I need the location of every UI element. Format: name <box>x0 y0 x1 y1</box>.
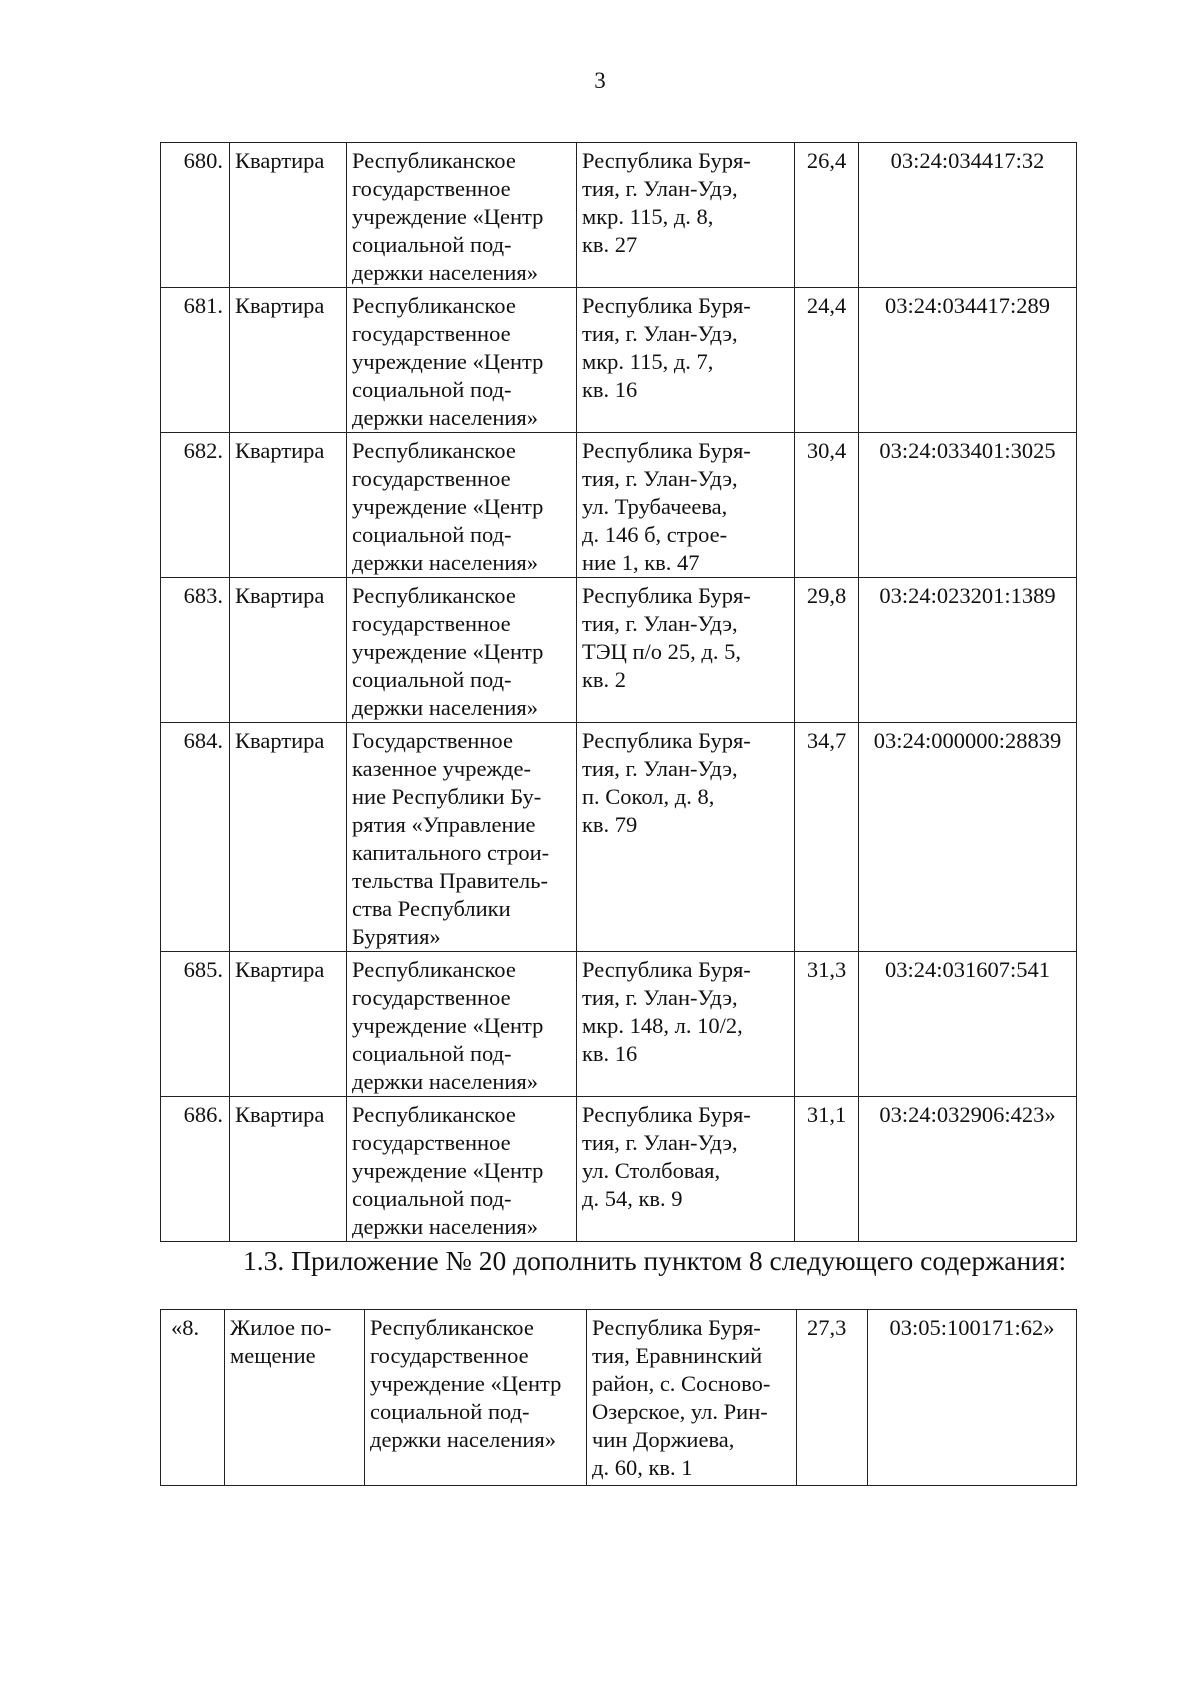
object-type: Квартира <box>230 723 347 952</box>
row-number: «8. <box>161 1310 225 1486</box>
area: 26,4 <box>795 143 859 288</box>
area: 27,3 <box>797 1310 868 1486</box>
address: Республика Буря- тия, Еравнинский район, с. Сосново- Озерское, ул. Рин- чин Доржиева, д. 60, кв. 1 <box>587 1310 797 1486</box>
address: Республика Буря- тия, г. Улан-Удэ, мкр. 115, д. 7, кв. 16 <box>577 288 795 433</box>
page-number: 3 <box>594 68 606 93</box>
table-row <box>161 723 1077 952</box>
area: 30,4 <box>795 433 859 578</box>
area: 31,1 <box>795 1097 859 1242</box>
cadastral-number: 03:24:034417:32 <box>859 143 1077 288</box>
address: Республика Буря- тия, г. Улан-Удэ, мкр. 148, л. 10/2, кв. 16 <box>577 952 795 1097</box>
address: Республика Буря- тия, г. Улан-Удэ, мкр. 115, д. 8, кв. 27 <box>577 143 795 288</box>
cadastral-number: 03:24:034417:289 <box>859 288 1077 433</box>
address: Республика Буря- тия, г. Улан-Удэ, ТЭЦ п/о 25, д. 5, кв. 2 <box>577 578 795 723</box>
holder: Республиканское государственное учреждение «Центр социальной под- держки населения» <box>347 952 577 1097</box>
cadastral-number: 03:24:000000:28839 <box>859 723 1077 952</box>
table-row <box>161 952 1077 1097</box>
area: 29,8 <box>795 578 859 723</box>
row-number: 680. <box>161 143 230 288</box>
area: 31,3 <box>795 952 859 1097</box>
holder: Государственное казенное учрежде- ние Республики Бу- рятия «Управление капитального строи- тельства Правитель- ства Республики Бурятия» <box>347 723 577 952</box>
holder: Республиканское государственное учреждение «Центр социальной под- держки населения» <box>347 578 577 723</box>
row-number: 682. <box>161 433 230 578</box>
holder: Республиканское государственное учреждение «Центр социальной под- держки населения» <box>365 1310 587 1486</box>
row-number: 686. <box>161 1097 230 1242</box>
holder: Республиканское государственное учреждение «Центр социальной под- держки населения» <box>347 143 577 288</box>
address: Республика Буря- тия, г. Улан-Удэ, ул. Трубачеева, д. 146 б, строе- ние 1, кв. 47 <box>577 433 795 578</box>
row-number: 684. <box>161 723 230 952</box>
cadastral-number: 03:05:100171:62» <box>868 1310 1077 1486</box>
table-row <box>161 288 1077 433</box>
area: 34,7 <box>795 723 859 952</box>
holder: Республиканское государственное учреждение «Центр социальной под- держки населения» <box>347 433 577 578</box>
row-number: 683. <box>161 578 230 723</box>
table-row <box>161 578 1077 723</box>
row-number: 681. <box>161 288 230 433</box>
area: 24,4 <box>795 288 859 433</box>
table-row <box>161 1310 1077 1486</box>
cadastral-number: 03:24:023201:1389 <box>859 578 1077 723</box>
holder: Республиканское государственное учреждение «Центр социальной под- держки населения» <box>347 288 577 433</box>
property-table <box>160 142 1077 1242</box>
cadastral-number: 03:24:032906:423» <box>859 1097 1077 1242</box>
address: Республика Буря- тия, г. Улан-Удэ, п. Сокол, д. 8, кв. 79 <box>577 723 795 952</box>
object-type: Квартира <box>230 433 347 578</box>
object-type: Квартира <box>230 952 347 1097</box>
object-type: Квартира <box>230 578 347 723</box>
cadastral-number: 03:24:031607:541 <box>859 952 1077 1097</box>
object-type: Квартира <box>230 143 347 288</box>
object-type: Жилое по- мещение <box>225 1310 365 1486</box>
cadastral-number: 03:24:033401:3025 <box>859 433 1077 578</box>
table-row <box>161 433 1077 578</box>
table-row <box>161 143 1077 288</box>
addition-table <box>160 1309 1077 1486</box>
row-number: 685. <box>161 952 230 1097</box>
amendment-paragraph: 1.3. Приложение № 20 дополнить пунктом 8 следующего содержания: <box>243 1245 1067 1276</box>
object-type: Квартира <box>230 1097 347 1242</box>
object-type: Квартира <box>230 288 347 433</box>
address: Республика Буря- тия, г. Улан-Удэ, ул. Столбовая, д. 54, кв. 9 <box>577 1097 795 1242</box>
table-row <box>161 1097 1077 1242</box>
holder: Республиканское государственное учреждение «Центр социальной под- держки населения» <box>347 1097 577 1242</box>
